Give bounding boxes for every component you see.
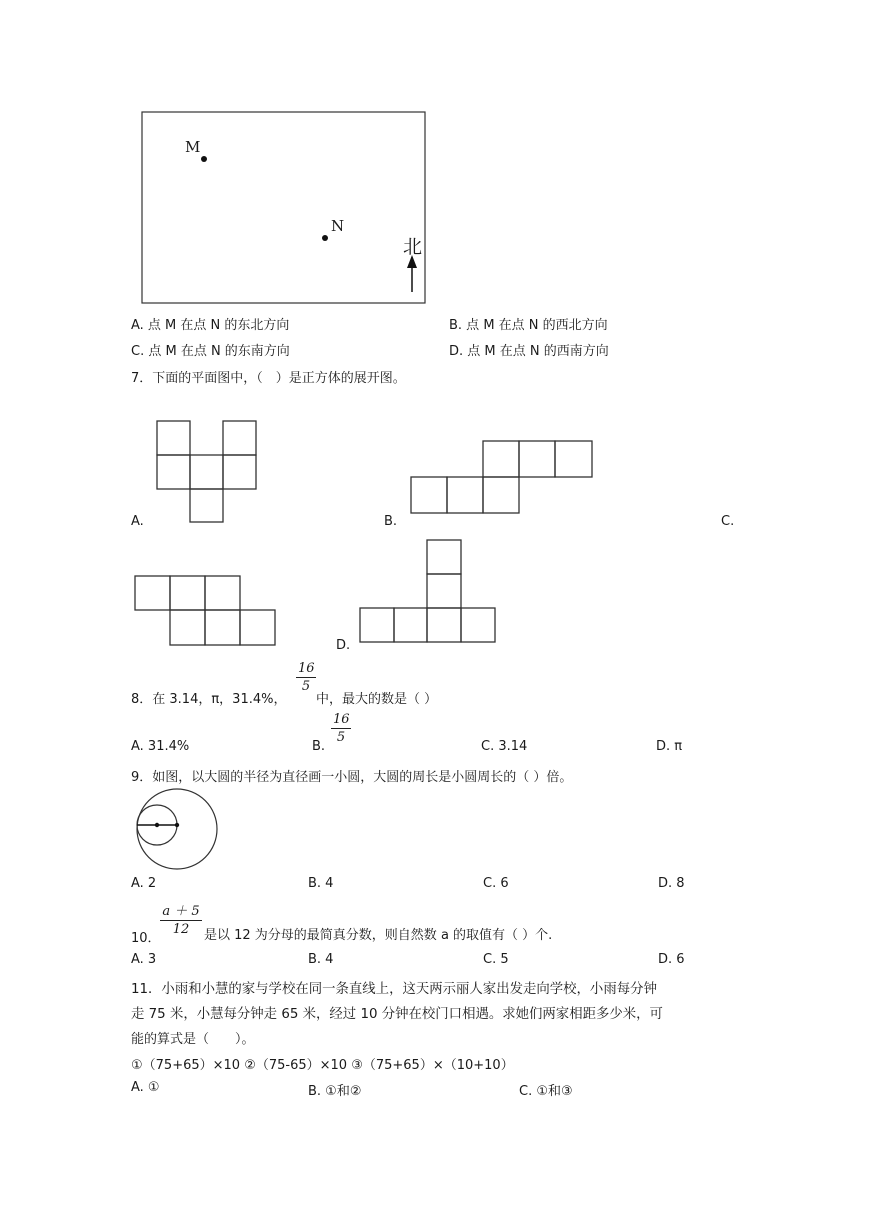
q7-label-c: C. <box>721 514 735 529</box>
q7-stem: 7．下面的平面图中，（ ）是正方体的展开图。 <box>131 371 406 386</box>
q7-label-d: D. <box>336 638 351 653</box>
q11-line1: 11．小雨和小慧的家与学校在同一条直线上，这天两示丽人家出发走向学校，小雨每分钟 <box>131 982 657 997</box>
q10-stem: 是以 12 为分母的最简真分数，则自然数 a 的取值有（ ）个. <box>204 928 553 943</box>
q10-fraction-numerator: a ＋ 5 <box>162 904 200 919</box>
q6-option-b: B. 点 M 在点 N 的西北方向 <box>449 318 608 333</box>
q8-option-d: D. π <box>656 739 683 754</box>
q9-option-b: B. 4 <box>308 876 334 891</box>
q8-option-a: A. 31.4% <box>131 739 190 754</box>
q10-option-b: B. 4 <box>308 952 334 967</box>
q6-option-d: D. 点 M 在点 N 的西南方向 <box>449 344 609 359</box>
q10-fraction-denominator: 12 <box>172 922 190 937</box>
q11-option-b: B. ①和② <box>308 1084 362 1099</box>
map-label-m: M <box>185 138 201 156</box>
q11-line3: 能的算式是（ ）。 <box>131 1032 255 1047</box>
q8-fraction-numerator: 16 <box>298 661 315 676</box>
map-label-n: N <box>331 217 345 235</box>
large-center-dot <box>175 823 179 827</box>
q10-option-c: C. 5 <box>483 952 509 967</box>
q11-formulas: ①（75+65）×10 ②（75-65）×10 ③（75+65）×（10+10） <box>131 1058 514 1073</box>
q8-fraction-denominator: 5 <box>301 679 311 694</box>
q10-number: 10． <box>131 931 161 946</box>
q9-stem: 9．如图，以大圆的半径为直径画一小圆，大圆的周长是小圆周长的（ ）倍。 <box>131 770 573 785</box>
q6-option-a: A. 点 M 在点 N 的东北方向 <box>131 318 290 333</box>
q7-label-a: A. <box>131 514 144 529</box>
q9-option-d: D. 8 <box>658 876 685 891</box>
q9-option-a: A. 2 <box>131 876 157 891</box>
small-center-dot <box>155 823 159 827</box>
map-label-north: 北 <box>403 236 423 258</box>
q11-line2: 走 75 米，小慧每分钟走 65 米，经过 10 分钟在校门口相遇。求她们两家相距多少米，可 <box>131 1007 663 1022</box>
q8-stem-prefix: 8．在 3.14，π，31.4%， <box>131 692 287 707</box>
q8-option-c: C. 3.14 <box>481 739 528 754</box>
q10-fraction <box>160 900 202 937</box>
q11-option-c: C. ①和③ <box>519 1084 573 1099</box>
q8-stem-suffix: 中，最大的数是（ ） <box>316 692 438 707</box>
q10-option-d: D. 6 <box>658 952 685 967</box>
q8-option-b-numerator: 16 <box>333 712 350 727</box>
q8-option-b-denominator: 5 <box>336 730 346 745</box>
q7-label-b: B. <box>384 514 398 529</box>
q9-option-c: C. 6 <box>483 876 509 891</box>
q8-option-b: B. <box>312 739 326 754</box>
q6-option-c: C. 点 M 在点 N 的东南方向 <box>131 344 290 359</box>
q11-option-a: A. ① <box>131 1080 160 1095</box>
q10-option-a: A. 3 <box>131 952 157 967</box>
